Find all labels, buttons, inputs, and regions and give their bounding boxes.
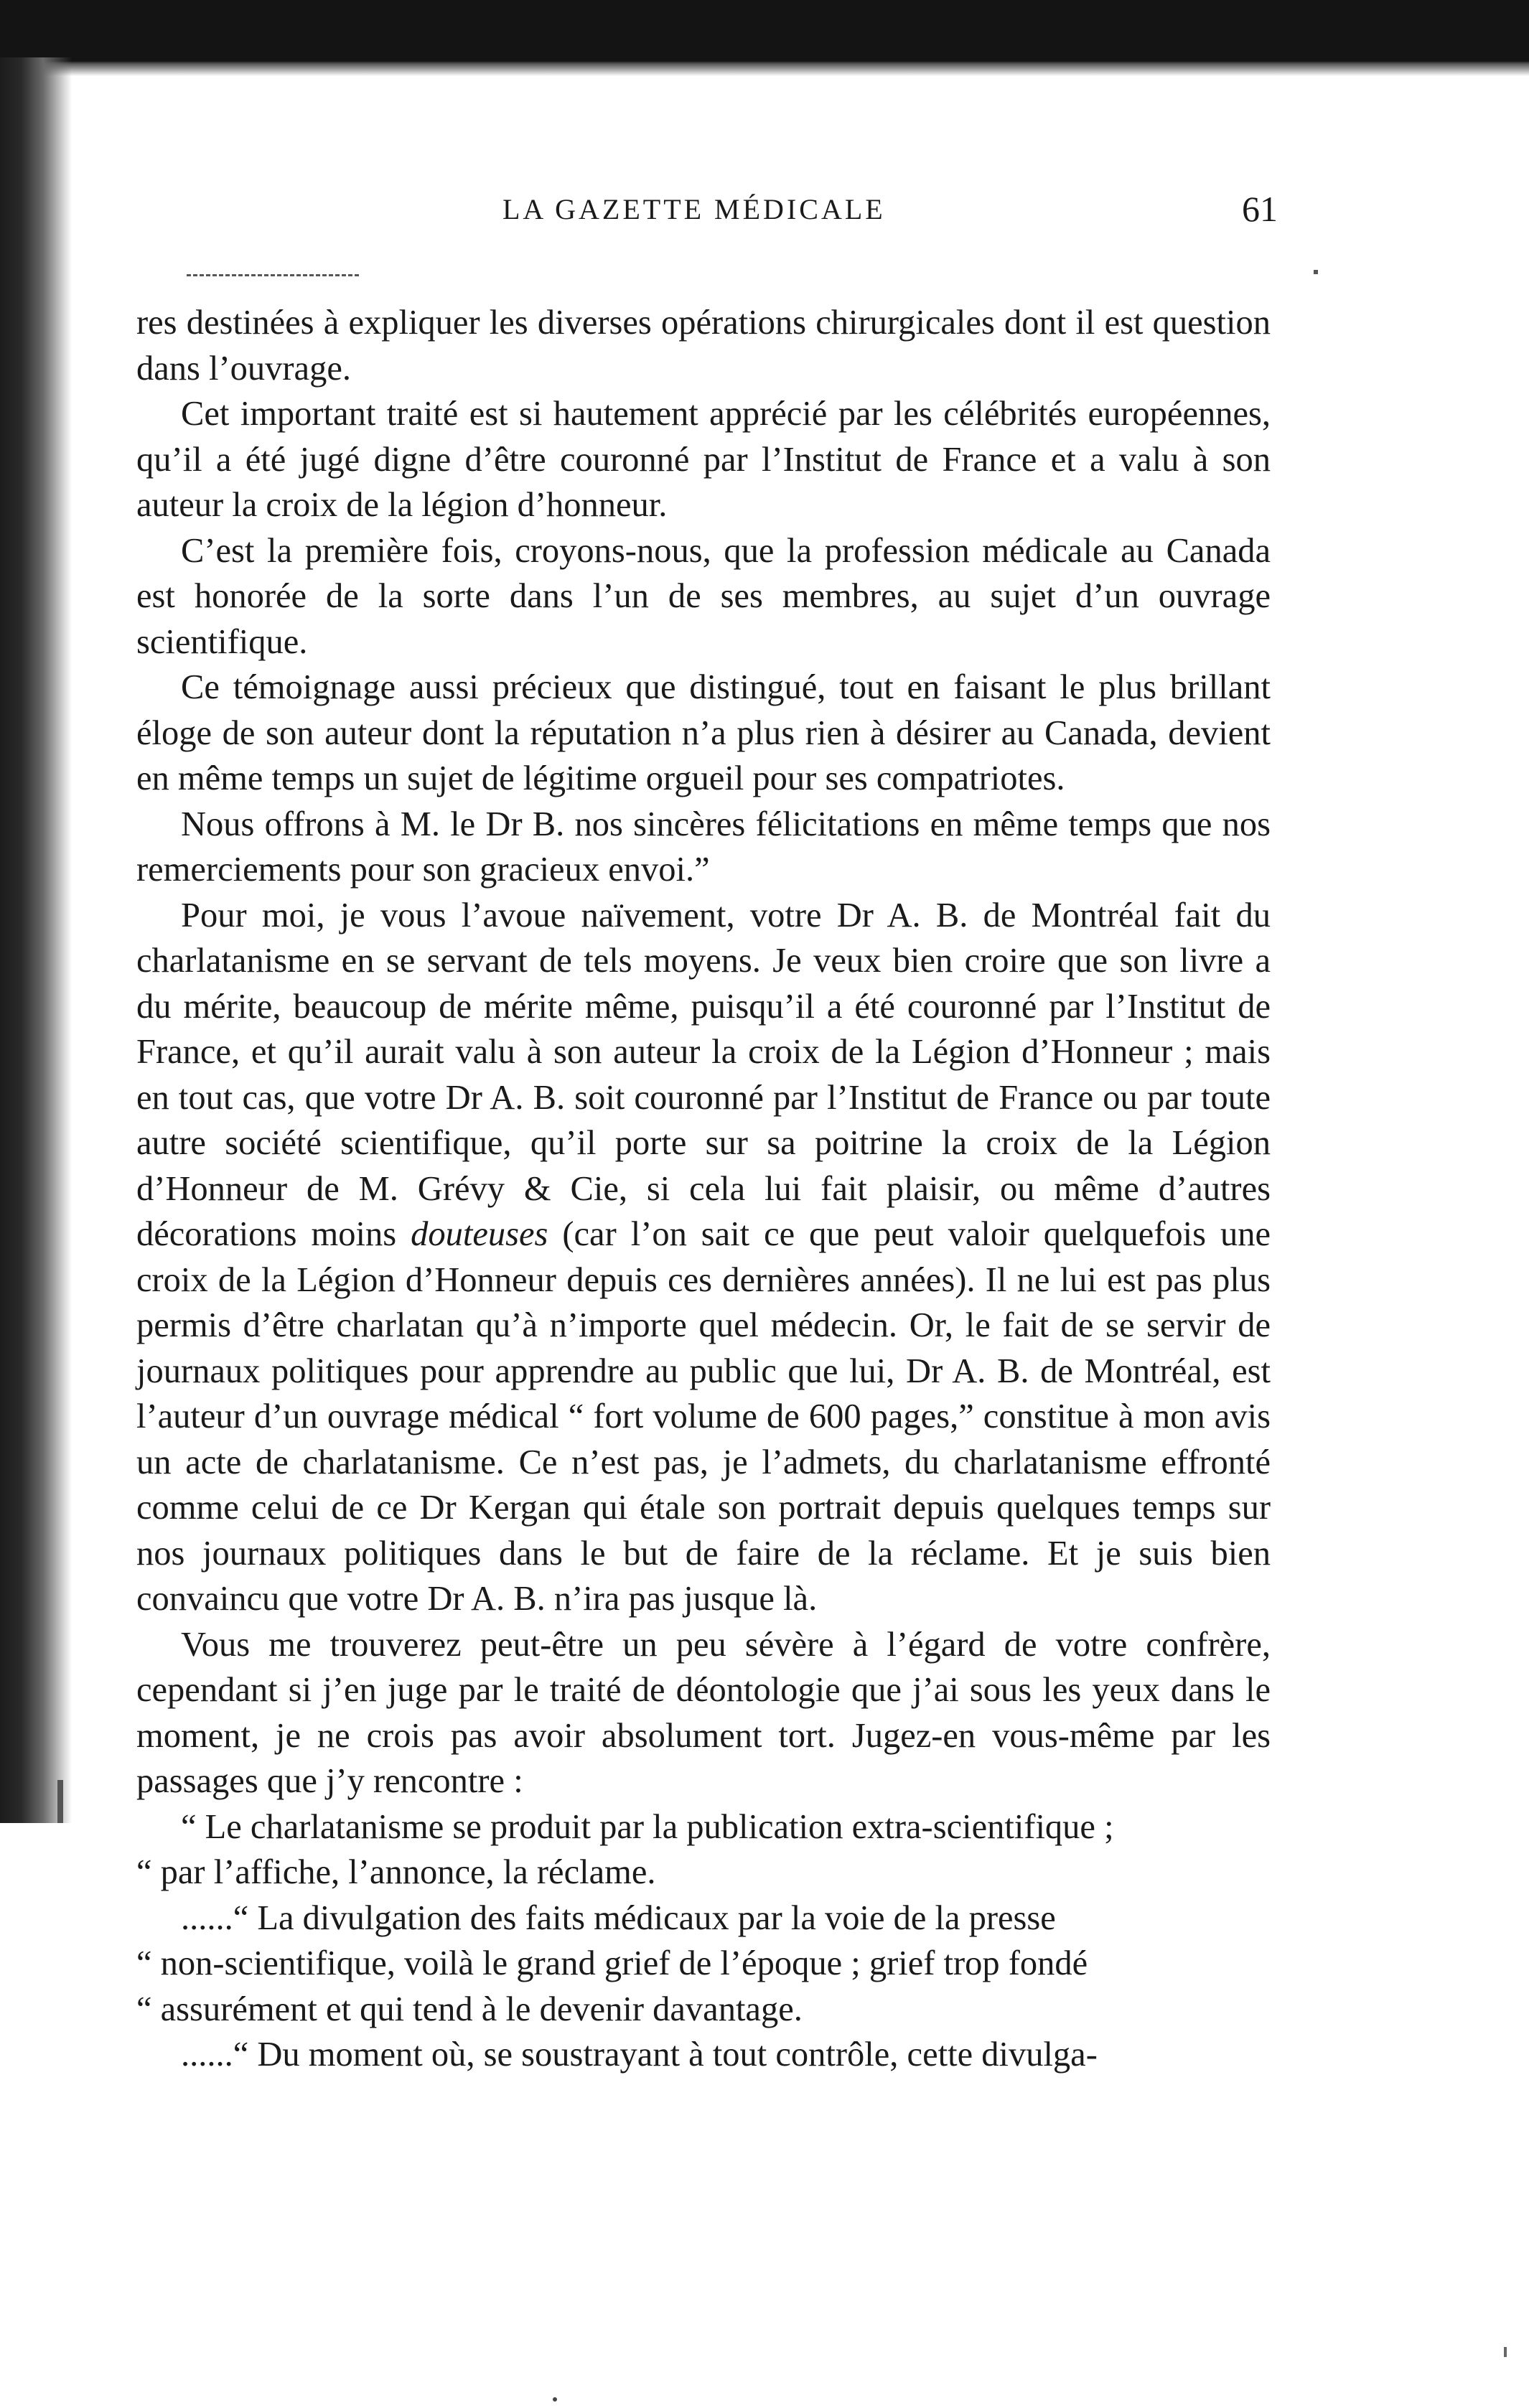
quote-line: “ non-scientifique, voilà le grand grief de l’époque ; grief trop fondé [136, 1944, 1088, 1982]
paragraph-part: Pour moi, je vous l’avoue naïvement, votre Dr A. B. de Montréal fait du charlatanisme en se servant de tels moyens. Je veux bien croire que son livre a du mérite, beaucoup de mérite même, puisqu’il a été couronné par l’Institut de France, et qu’il aurait valu à son auteur la croix de la Légion d’Honneur ; mais en tout cas, que votre Dr A. B. soit couronné par l’Institut de France ou par toute autre société scientifique, qu’il porte sur sa poitrine la croix de la Légion d’Honneur de M. Grévy & Cie, si cela lui fait plaisir, ou même d’autres décorations moins [136, 896, 1271, 1253]
paragraph-part: (car l’on sait ce que peut valoir quelquefois une croix de la Légion d’Honneur depuis ces dernières années). Il ne lui est pas plus permis d’être charlatan qu’à n’importe quel médecin. Or, le fait de se servir de journaux politiques pour apprendre au public que lui, Dr A. B. de Montréal, est l’auteur d’un ouvrage médical “ fort volume de 600 pages,” constitue à mon avis un acte de charlatanisme. Ce n’est pas, je l’admets, du charlatanisme effronté comme celui de ce Dr Kergan qui étale son portrait depuis quelques temps sur nos journaux politiques dans le but de faire de la réclame. Et je suis bien convaincu que votre Dr A. B. n’ira pas jusque là. [136, 1215, 1271, 1618]
quote-line: “ assurément et qui tend à le devenir davantage. [136, 1990, 803, 2028]
header-rule [187, 274, 359, 276]
italic-word: douteuses [411, 1215, 548, 1253]
paragraph: C’est la première fois, croyons-nous, que la profession médicale au Canada est honorée de la sorte dans l’un de ses membres, au sujet d’un ouvrage scientifique. [136, 531, 1271, 661]
paragraph: Nous offrons à M. le Dr B. nos sincères félicitations en même temps que nos remerciements pour son gracieux envoi.” [136, 805, 1271, 889]
quote-line: “ Le charlatanisme se produit par la publication extra-scientifique ; [181, 1807, 1114, 1846]
quote-line: ......“ La divulgation des faits médicaux par la voie de la presse [181, 1898, 1056, 1937]
page-number: 61 [1242, 189, 1278, 229]
paragraph: Ce témoignage aussi précieux que distingué, tout en faisant le plus brillant éloge de son auteur dont la réputation n’a plus rien à désirer au Canada, devient en même temps un sujet de légitime orgueil pour ses compatriotes. [136, 668, 1271, 797]
scan-speck [553, 2397, 557, 2402]
paragraph-charlatanism [136, 893, 1271, 1622]
running-title: LA GAZETTE MÉDICALE [502, 193, 886, 225]
scan-margin-mark [1504, 2347, 1507, 2357]
header-dot [1314, 270, 1318, 274]
body-text [136, 300, 1271, 2078]
paragraph: Vous me trouverez peut-être un peu sévère à l’égard de votre confrère, cependant si j’en juge par le traité de déontologie que j’ai sous les yeux dans le moment, je ne crois pas avoir absolument tort. Jugez-en vous-même par les passages que j’y rencontre : [136, 1625, 1271, 1800]
quote-line: “ par l’affiche, l’annonce, la réclame. [136, 1853, 656, 1891]
paragraph: res destinées à expliquer les diverses opérations chirurgicales dont il est question dans l’ouvrage. [136, 304, 1271, 388]
paragraph: Cet important traité est si hautement apprécié par les célébrités européennes, qu’il a été jugé digne d’être couronné par l’Institut de France et a valu à son auteur la croix de la légion d’honneur. [136, 395, 1271, 524]
quote-line: ......“ Du moment où, se soustrayant à tout contrôle, cette divulga- [181, 2035, 1098, 2074]
